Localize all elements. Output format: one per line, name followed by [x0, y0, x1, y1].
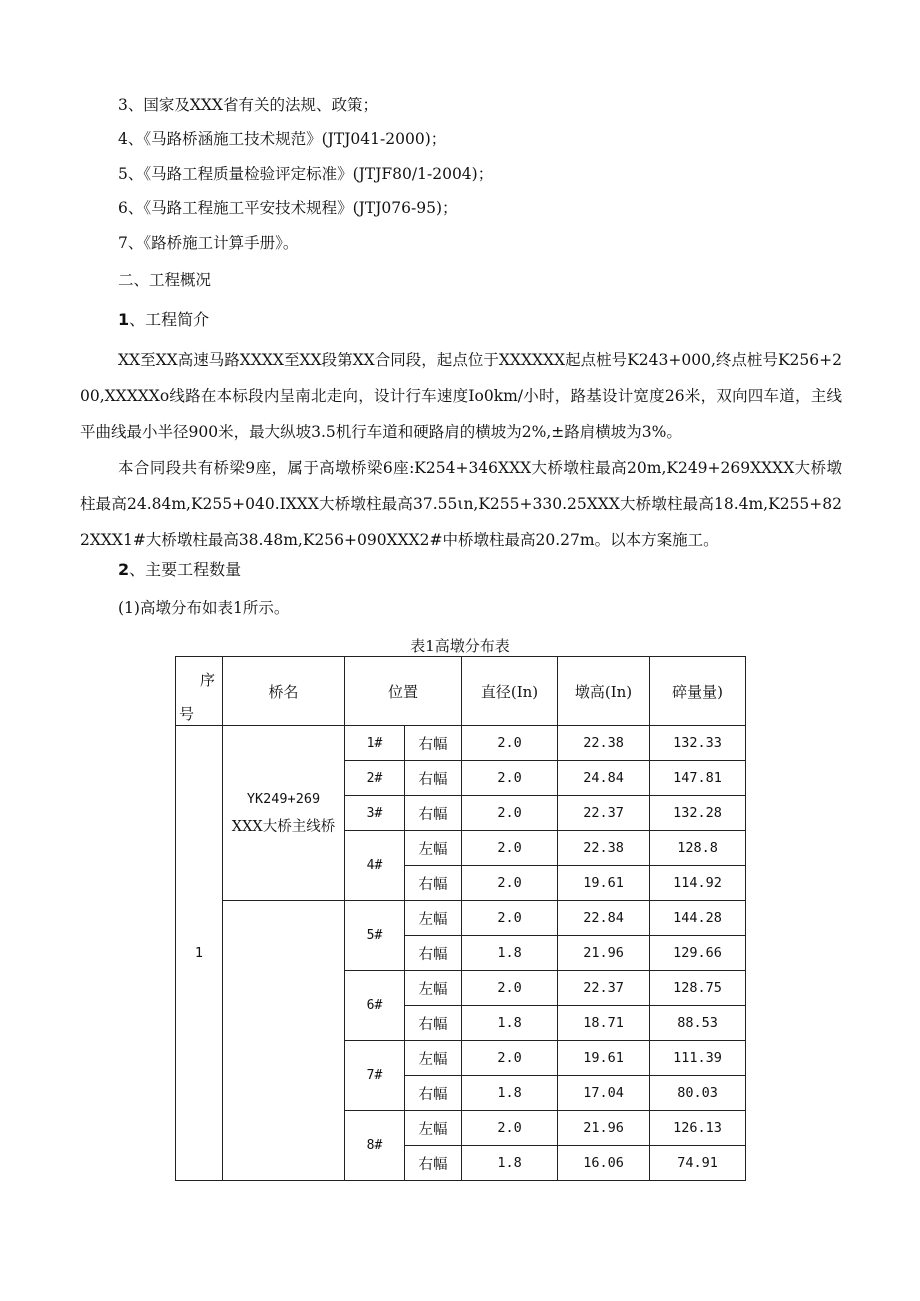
diameter-cell: 2.0: [462, 1041, 558, 1076]
height-cell: 19.61: [558, 866, 650, 901]
table-row: [176, 901, 746, 936]
pier-number-cell: 1#: [345, 726, 405, 761]
subsection-title: 、工程简介: [129, 310, 210, 329]
diameter-cell: 2.0: [462, 1111, 558, 1146]
side-cell: 左幅: [405, 1041, 462, 1076]
height-cell: 16.06: [558, 1146, 650, 1181]
side-cell: 右幅: [405, 726, 462, 761]
header-bridge-name: 桥名: [223, 657, 345, 726]
bridge-name-line1: YK249+269: [246, 791, 321, 807]
diameter-cell: 2.0: [462, 796, 558, 831]
header-position: 位置: [345, 657, 462, 726]
diameter-cell: 1.8: [462, 1076, 558, 1111]
height-cell: 18.71: [558, 1006, 650, 1041]
height-cell: 24.84: [558, 761, 650, 796]
pier-number-cell: 5#: [345, 901, 405, 971]
side-cell: 左幅: [405, 831, 462, 866]
height-cell: 17.04: [558, 1076, 650, 1111]
volume-cell: 128.75: [650, 971, 746, 1006]
height-cell: 22.84: [558, 901, 650, 936]
pier-number-cell: 3#: [345, 796, 405, 831]
height-cell: 22.37: [558, 796, 650, 831]
bridge-name-cell-empty: [223, 901, 345, 1181]
seq-cell: 1: [176, 726, 223, 1181]
side-cell: 右幅: [405, 796, 462, 831]
project-intro-paragraph: XX至XX高速马路XXXX至XX段第XX合同段，起点位于XXXXXX起点桩号K243+000,终点桩号K256+200,XXXXXo线路在本标段内呈南北走向，设计行车速度Io0km/小时，路基设计宽度26米，双向四车道，主线平曲线最小半径900米，最大纵坡3.5机行车道和硬路肩的横坡为2%,±路肩横坡为3%。: [80, 351, 842, 441]
diameter-cell: 2.0: [462, 901, 558, 936]
height-cell: 19.61: [558, 1041, 650, 1076]
header-seq: [176, 657, 223, 726]
side-cell: 右幅: [405, 936, 462, 971]
side-cell: 右幅: [405, 1146, 462, 1181]
diameter-cell: 2.0: [462, 761, 558, 796]
volume-cell: 74.91: [650, 1146, 746, 1181]
reference-item: 3、国家及XXX省有关的法规、政策；: [118, 96, 378, 114]
pier-number-cell: 2#: [345, 761, 405, 796]
height-cell: 21.96: [558, 1111, 650, 1146]
subsection-title: 、主要工程数量: [129, 560, 242, 579]
pier-distribution-table: [175, 656, 746, 1181]
pier-number-cell: 8#: [345, 1111, 405, 1181]
subsection-heading-quantities: [118, 560, 241, 580]
reference-item: 7、《路桥施工计算手册》。: [118, 234, 299, 252]
reference-item: 4、《马路桥涵施工技术规范》(JTJ041-2000)；: [118, 130, 447, 148]
side-cell: 左幅: [405, 901, 462, 936]
diameter-cell: 1.8: [462, 936, 558, 971]
side-cell: 左幅: [405, 971, 462, 1006]
volume-cell: 126.13: [650, 1111, 746, 1146]
pier-number-cell: 7#: [345, 1041, 405, 1111]
header-height: 墩高(In): [558, 657, 650, 726]
volume-cell: 111.39: [650, 1041, 746, 1076]
table-caption: 表1高墩分布表: [410, 637, 510, 655]
pier-number-cell: 4#: [345, 831, 405, 901]
header-seq-line1: 序: [200, 671, 216, 689]
volume-cell: 80.03: [650, 1076, 746, 1111]
height-cell: 22.37: [558, 971, 650, 1006]
volume-cell: 132.33: [650, 726, 746, 761]
volume-cell: 128.8: [650, 831, 746, 866]
volume-cell: 114.92: [650, 866, 746, 901]
bridge-name-cell: [223, 726, 345, 901]
header-diameter: 直径(In): [462, 657, 558, 726]
table-intro: (1)高墩分布如表1所示。: [118, 599, 290, 617]
pier-number-cell: 6#: [345, 971, 405, 1041]
header-volume: 碎量量): [650, 657, 746, 726]
header-seq-line2: 号: [179, 705, 195, 723]
height-cell: 22.38: [558, 831, 650, 866]
subsection-number: 1: [118, 310, 130, 329]
subsection-heading-intro: [118, 310, 209, 330]
diameter-cell: 1.8: [462, 1006, 558, 1041]
diameter-cell: 2.0: [462, 866, 558, 901]
bridges-paragraph: 本合同段共有桥梁9座，属于高墩桥梁6座:K254+346XXX大桥墩柱最高20m,K249+269XXXX大桥墩柱最高24.84m,K255+040.IXXX大桥墩柱最高37.55ιn,K255+330.25XXX大桥墩柱最高18.4m,K255+822XXX1#大桥墩柱最高38.48m,K256+090XXX2#中桥墩柱最高20.27m。以本方案施工。: [80, 459, 842, 549]
section-heading: 二、工程概况: [118, 271, 212, 289]
height-cell: 21.96: [558, 936, 650, 971]
volume-cell: 144.28: [650, 901, 746, 936]
reference-item: 5、《马路工程质量检验评定标准》(JTJF80/1-2004)；: [118, 165, 494, 183]
height-cell: 22.38: [558, 726, 650, 761]
reference-item: 6、《马路工程施工平安技术规程》(JTJ076-95)；: [118, 199, 458, 217]
subsection-number: 2: [118, 560, 130, 579]
volume-cell: 147.81: [650, 761, 746, 796]
diameter-cell: 2.0: [462, 726, 558, 761]
side-cell: 右幅: [405, 866, 462, 901]
volume-cell: 129.66: [650, 936, 746, 971]
table-header-row: [176, 657, 746, 726]
bridge-name-line2: XXX大桥主线桥: [231, 819, 336, 835]
side-cell: 右幅: [405, 1076, 462, 1111]
diameter-cell: 2.0: [462, 831, 558, 866]
diameter-cell: 2.0: [462, 971, 558, 1006]
volume-cell: 132.28: [650, 796, 746, 831]
table-row: [176, 726, 746, 761]
side-cell: 左幅: [405, 1111, 462, 1146]
diameter-cell: 1.8: [462, 1146, 558, 1181]
side-cell: 右幅: [405, 761, 462, 796]
volume-cell: 88.53: [650, 1006, 746, 1041]
side-cell: 右幅: [405, 1006, 462, 1041]
